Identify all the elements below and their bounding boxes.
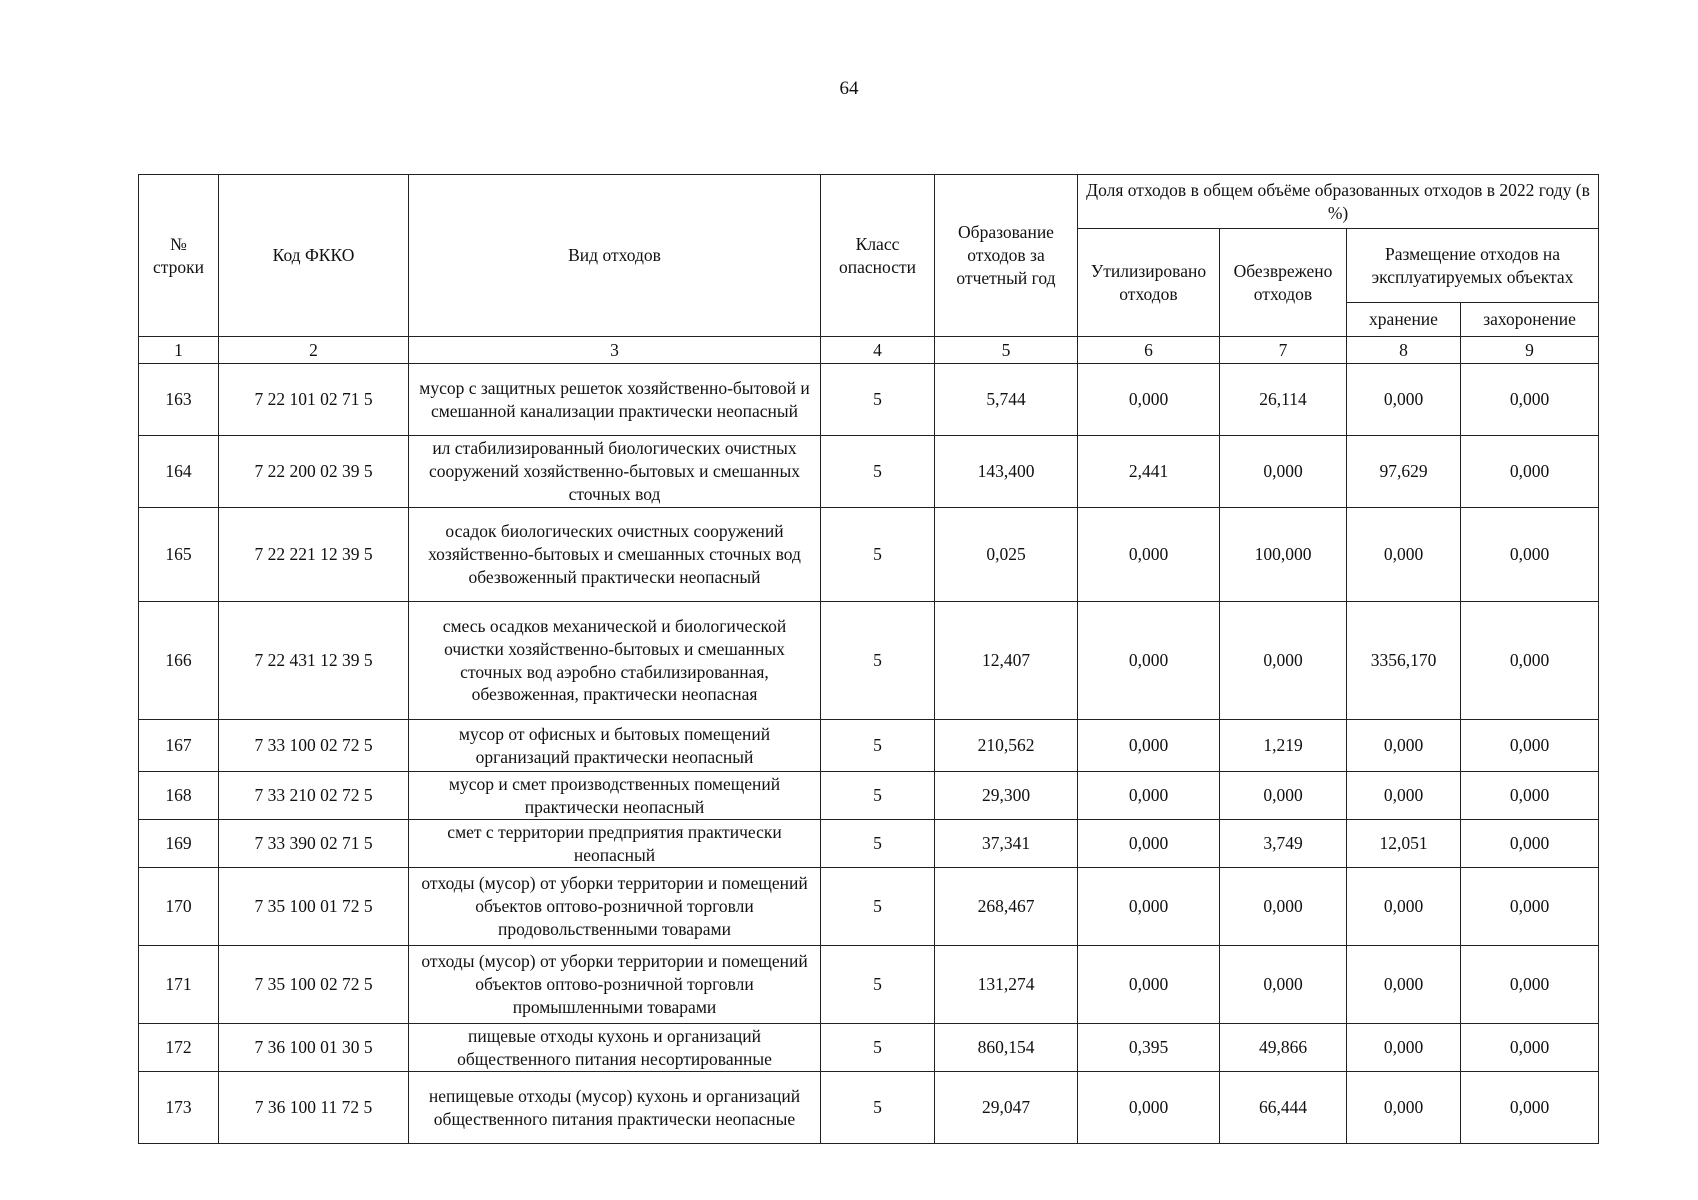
hazard-class-cell: 5 [821,1024,935,1072]
waste-type-cell: отходы (мусор) от уборки территории и помещений объектов оптово-розничной торговли продовольственными товарами [409,868,821,946]
burial-cell: 0,000 [1461,868,1599,946]
column-number: 4 [821,337,935,364]
utilized-cell: 0,000 [1078,720,1220,772]
burial-cell: 0,000 [1461,720,1599,772]
utilized-cell: 2,441 [1078,436,1220,508]
hazard-class-cell: 5 [821,720,935,772]
generation-cell: 860,154 [935,1024,1078,1072]
neutralized-cell: 1,219 [1220,720,1347,772]
waste-type-cell: отходы (мусор) от уборки территории и помещений объектов оптово-розничной торговли промышленными товарами [409,946,821,1024]
burial-cell: 0,000 [1461,1024,1599,1072]
table-row [139,772,1599,820]
table-row [139,868,1599,946]
neutralized-cell: 0,000 [1220,946,1347,1024]
fkko-code-cell: 7 33 100 02 72 5 [219,720,409,772]
generation-cell: 0,025 [935,508,1078,602]
storage-cell: 0,000 [1347,1072,1461,1144]
table-row [139,820,1599,868]
row-number-cell: 165 [139,508,219,602]
neutralized-cell: 100,000 [1220,508,1347,602]
row-number-cell: 171 [139,946,219,1024]
table-row [139,364,1599,436]
waste-type-cell: смесь осадков механической и биологической очистки хозяйственно-бытовых и смешанных сточных вод аэробно стабилизированная, обезвоженная, практически неопасная [409,602,821,720]
page-number: 64 [839,78,859,99]
neutralized-cell: 49,866 [1220,1024,1347,1072]
header-storage: хранение [1347,303,1461,337]
utilized-cell: 0,000 [1078,602,1220,720]
row-number-cell: 163 [139,364,219,436]
storage-cell: 12,051 [1347,820,1461,868]
table-row [139,1024,1599,1072]
storage-cell: 0,000 [1347,868,1461,946]
storage-cell: 0,000 [1347,364,1461,436]
burial-cell: 0,000 [1461,364,1599,436]
waste-table [138,174,1599,1144]
fkko-code-cell: 7 22 101 02 71 5 [219,364,409,436]
utilized-cell: 0,000 [1078,868,1220,946]
hazard-class-cell: 5 [821,364,935,436]
fkko-code-cell: 7 22 431 12 39 5 [219,602,409,720]
neutralized-cell: 0,000 [1220,868,1347,946]
column-number: 1 [139,337,219,364]
column-numbers-row [139,337,1599,364]
storage-cell: 0,000 [1347,1024,1461,1072]
waste-type-cell: пищевые отходы кухонь и организаций общественного питания несортированные [409,1024,821,1072]
generation-cell: 143,400 [935,436,1078,508]
fkko-code-cell: 7 33 390 02 71 5 [219,820,409,868]
header-generation: Образование отходов за отчетный год [935,175,1078,337]
neutralized-cell: 3,749 [1220,820,1347,868]
table-row [139,1072,1599,1144]
waste-type-cell: ил стабилизированный биологических очистных сооружений хозяйственно-бытовых и смешанных сточных вод [409,436,821,508]
storage-cell: 0,000 [1347,508,1461,602]
neutralized-cell: 0,000 [1220,772,1347,820]
waste-type-cell: мусор с защитных решеток хозяйственно-бытовой и смешанной канализации практически неопасный [409,364,821,436]
generation-cell: 37,341 [935,820,1078,868]
row-number-cell: 166 [139,602,219,720]
neutralized-cell: 26,114 [1220,364,1347,436]
column-number: 3 [409,337,821,364]
table-header [139,175,1599,337]
hazard-class-cell: 5 [821,772,935,820]
hazard-class-cell: 5 [821,602,935,720]
table-row [139,508,1599,602]
storage-cell: 0,000 [1347,720,1461,772]
fkko-code-cell: 7 36 100 01 30 5 [219,1024,409,1072]
neutralized-cell: 66,444 [1220,1072,1347,1144]
column-number: 5 [935,337,1078,364]
generation-cell: 5,744 [935,364,1078,436]
table-body [139,337,1599,1144]
burial-cell: 0,000 [1461,820,1599,868]
row-number-cell: 170 [139,868,219,946]
neutralized-cell: 0,000 [1220,602,1347,720]
header-neutralized: Обезврежено отходов [1220,229,1347,337]
hazard-class-cell: 5 [821,820,935,868]
row-number-cell: 168 [139,772,219,820]
row-number-cell: 173 [139,1072,219,1144]
row-number-cell: 167 [139,720,219,772]
burial-cell: 0,000 [1461,772,1599,820]
burial-cell: 0,000 [1461,508,1599,602]
storage-cell: 0,000 [1347,946,1461,1024]
burial-cell: 0,000 [1461,602,1599,720]
storage-cell: 0,000 [1347,772,1461,820]
generation-cell: 29,300 [935,772,1078,820]
header-hazard-class: Класс опасности [821,175,935,337]
table-row [139,602,1599,720]
hazard-class-cell: 5 [821,1072,935,1144]
utilized-cell: 0,000 [1078,364,1220,436]
column-number: 7 [1220,337,1347,364]
row-number-cell: 164 [139,436,219,508]
waste-type-cell: мусор от офисных и бытовых помещений организаций практически неопасный [409,720,821,772]
generation-cell: 210,562 [935,720,1078,772]
generation-cell: 268,467 [935,868,1078,946]
utilized-cell: 0,000 [1078,946,1220,1024]
column-number: 8 [1347,337,1461,364]
burial-cell: 0,000 [1461,946,1599,1024]
header-utilized: Утилизировано отходов [1078,229,1220,337]
waste-type-cell: мусор и смет производственных помещений практически неопасный [409,772,821,820]
neutralized-cell: 0,000 [1220,436,1347,508]
header-burial: захоронение [1461,303,1599,337]
utilized-cell: 0,000 [1078,1072,1220,1144]
burial-cell: 0,000 [1461,1072,1599,1144]
fkko-code-cell: 7 33 210 02 72 5 [219,772,409,820]
column-number: 9 [1461,337,1599,364]
generation-cell: 12,407 [935,602,1078,720]
hazard-class-cell: 5 [821,946,935,1024]
hazard-class-cell: 5 [821,868,935,946]
utilized-cell: 0,000 [1078,772,1220,820]
generation-cell: 29,047 [935,1072,1078,1144]
generation-cell: 131,274 [935,946,1078,1024]
utilized-cell: 0,395 [1078,1024,1220,1072]
waste-type-cell: смет с территории предприятия практически неопасный [409,820,821,868]
table-row [139,436,1599,508]
header-row-no: № строки [139,175,219,337]
hazard-class-cell: 5 [821,436,935,508]
column-number: 6 [1078,337,1220,364]
header-waste-type: Вид отходов [409,175,821,337]
hazard-class-cell: 5 [821,508,935,602]
utilized-cell: 0,000 [1078,508,1220,602]
utilized-cell: 0,000 [1078,820,1220,868]
waste-type-cell: непищевые отходы (мусор) кухонь и организаций общественного питания практически неопасные [409,1072,821,1144]
row-number-cell: 169 [139,820,219,868]
header-share-group: Доля отходов в общем объёме образованных отходов в 2022 году (в %) [1078,175,1599,229]
storage-cell: 97,629 [1347,436,1461,508]
burial-cell: 0,000 [1461,436,1599,508]
waste-type-cell: осадок биологических очистных сооружений хозяйственно-бытовых и смешанных сточных вод обезвоженный практически неопасный [409,508,821,602]
table-row [139,720,1599,772]
column-number: 2 [219,337,409,364]
fkko-code-cell: 7 36 100 11 72 5 [219,1072,409,1144]
header-fkko-code: Код ФККО [219,175,409,337]
header-placement-group: Размещение отходов на эксплуатируемых объектах [1347,229,1599,303]
fkko-code-cell: 7 35 100 01 72 5 [219,868,409,946]
storage-cell: 3356,170 [1347,602,1461,720]
fkko-code-cell: 7 35 100 02 72 5 [219,946,409,1024]
fkko-code-cell: 7 22 200 02 39 5 [219,436,409,508]
table-row [139,946,1599,1024]
fkko-code-cell: 7 22 221 12 39 5 [219,508,409,602]
row-number-cell: 172 [139,1024,219,1072]
